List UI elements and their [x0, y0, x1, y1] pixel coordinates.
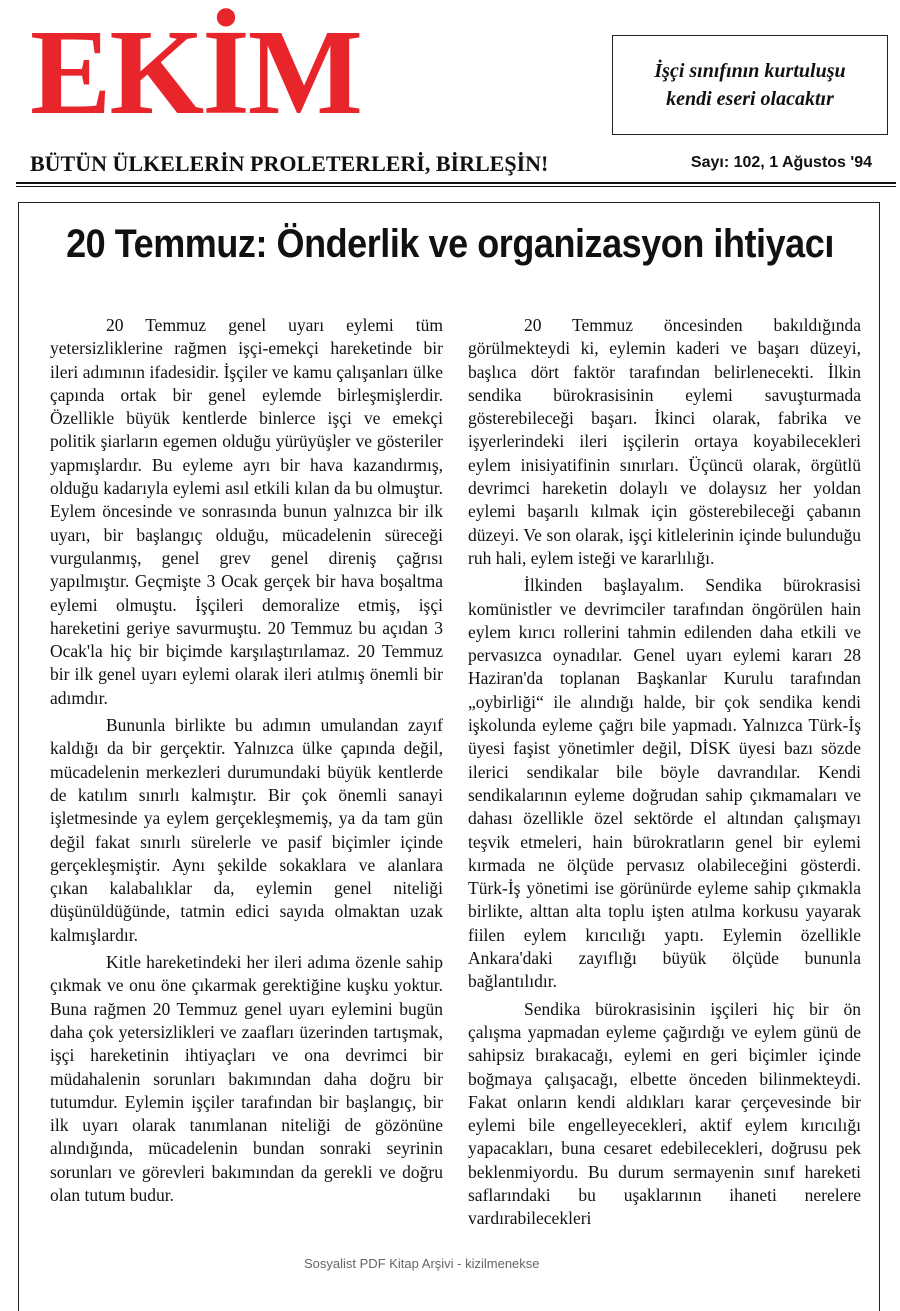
- slogan: BÜTÜN ÜLKELERİN PROLETERLERİ, BİRLEŞİN!: [30, 151, 549, 176]
- paragraph: Bununla birlikte bu adımın umulandan zayıf kaldığı da bir gerçektir. Yalnızca ülke çapında değil, mücadelenin merkezleri durumundaki büyük kentlerde de katılım sınırlı kalmıştır. Bir çok önemli sanayi işletmesinde ya eylem gerçekleşmemiş, ya da tam gün değil fakat sınırlı sürelerle ve pasif biçimler içinde gerçekleşmiştir. Aynı şekilde sokaklara ve alanlara çıkan kalabalıklar da, eylemin genel niteliği düşünüldüğünde, tatmin edici sayıda olmaktan uzak kalmışlardır.: [50, 715, 443, 945]
- issue-info: Sayı: 102, 1 Ağustos '94: [690, 154, 872, 171]
- motto-line-1: İşçi sınıfının kurtuluşu: [654, 60, 846, 82]
- ekim-logo: EKİM: [30, 5, 361, 140]
- masthead-rule-top: [16, 182, 896, 184]
- article-headline: 20 Temmuz: Önderlik ve organizasyon ihtiyacı: [66, 222, 834, 266]
- paragraph: İlkinden başlayalım. Sendika bürokrasisi komünistler ve devrimciler tarafından öngörülen hain eylem kırıcı rollerini tahmin edilenden daha etkili ve pervasızca oynadılar. Genel uyarı eylemi kararı 28 Haziran'da toplanan Başkanlar Kurulu tarafından „oybirliği“ ile alındığı halde, bir çok sendika kendi işkolunda eyleme çağrı bile yapmadı. Yalnızca Türk-İş üyesi faşist yönetimler değil, DİSK üyesi bazı sözde ilerici sendikalar bile böyle davrandılar. Kendi sendikalarının eyleme doğrudan sahip çıkmamaları ve dahası özellikle özel sektörde el altından çalışmayı teşvik etmeleri, hain bürokratların genel bir eylemi kırmada ne ölçüde pervasız olabileceğini gösterdi. Türk-İş yönetimi ise görünürde eyleme sahip çıkmakla birlikte, alttan alta toplu işten atılma korkusu yayarak fiilen eylem kırıcılığı yaptı. Eylemin özellikle Ankara'daki zayıflığı büyük ölçüde bununla bağlantılıdır.: [468, 575, 861, 992]
- motto-line-2: kendi eseri olacaktır: [666, 88, 834, 110]
- paragraph: 20 Temmuz genel uyarı eylemi tüm yetersizliklerine rağmen işçi-emekçi hareketinde bir ileri adımının ifadesidir. İşçiler ve kamu çalışanları ülke çapında ortak bir genel eylemde birleşmişlerdir. Özellikle büyük kentlerde binlerce işçi ve emekçi politik şiarların egemen olduğu yürüyüşler ve gösteriler yapmışlardır. Bu eyleme ayrı bir hava kazandırmış, olduğu kadarıyla eylemi asıl etkili kılan da bu olmuştur. Eylem öncesinde ve sonrasında bunun yalnızca bir ilk uyarı, bir başlangıç olduğu, mücadelenin süreceği vurgulanmış, genel grev genel direniş çağrısı yapılmıştır. Geçmişte 3 Ocak gerçek bir hava boşaltma eylemi olmuştu. İşçileri demoralize etmiş, işçi hareketini geriye savurmuştu. 20 Temmuz bu açıdan 3 Ocak'la hiç bir biçimde karşılaştırılamaz. 20 Temmuz bir ilk genel uyarı eylemi olarak ileri atılmış önemli bir adımdır.: [50, 315, 443, 708]
- footer-watermark: Sosyalist PDF Kitap Arşivi - kizilmenekse: [304, 1256, 540, 1271]
- paragraph: Sendika bürokrasisinin işçileri hiç bir ön çalışma yapmadan eyleme çağırdığı ve eylem günü de sahipsiz bırakacağı, eylemi en geri biçimler içinde boğmaya çalışacağı, elbette önceden bilinmekteydi. Fakat onların kendi aldıkları karar çerçevesinde bir eylemi bile engelleyecekleri, aktif eylem kırıcılığı yapacakları, buna cesaret edebilecekleri, doğrusu pek beklenmiyordu. Bu durum sermayenin sınıf hareketi saflarındaki bu uşaklarının ihaneti nerelere vardırabilecekleri: [468, 998, 861, 1229]
- right-column: [468, 314, 861, 1235]
- paragraph: Kitle hareketindeki her ileri adıma özenle sahip çıkmak ve onu öne çıkarmak gerektiğine kuşku yoktur. Buna rağmen 20 Temmuz genel uyarı eylemini bugün daha çok yetersizlikleri ve zaafları üzerinden tartışmak, işçi hareketinin ihtiyaçları ve ona devrimci bir müdahalenin sorunları bakımından daha doğru bir tutumdur. Eylemin işçiler tarafından bir başlangıç, bir ilk uyarı olarak tanımlanan niteliği de gözönüne alındığında, mücadelenin bundan sonraki seyrinin sorunları ve görevleri bakımından da gerekli ve doğru olan tutum budur.: [50, 952, 443, 1205]
- paragraph: 20 Temmuz öncesinden bakıldığında görülmekteydi ki, eylemin kaderi ve başarı düzeyi, başlıca dört faktör tarafından belirlenecekti. İlkin sendika bürokrasisinin eylemi savuşturmada gösterebileceği başarı. İkinci olarak, fabrika ve işyerlerindeki ileri işçilerin ortaya koyabilecekleri eylem inisiyatifinin sınırları. Üçüncü olarak, örgütlü devrimci hareketin dolaylı ve dolaysız her yoldan eylemi başarılı kılmak için gösterebileceği çabanın düzeyi. Ve son olarak, işçi kitlelerinin içinde bulunduğu ruh hali, eylem isteği ve kararlılığı.: [468, 315, 861, 568]
- left-column: [50, 314, 443, 1211]
- motto-box: [612, 35, 888, 135]
- masthead-rule-bottom: [16, 186, 896, 187]
